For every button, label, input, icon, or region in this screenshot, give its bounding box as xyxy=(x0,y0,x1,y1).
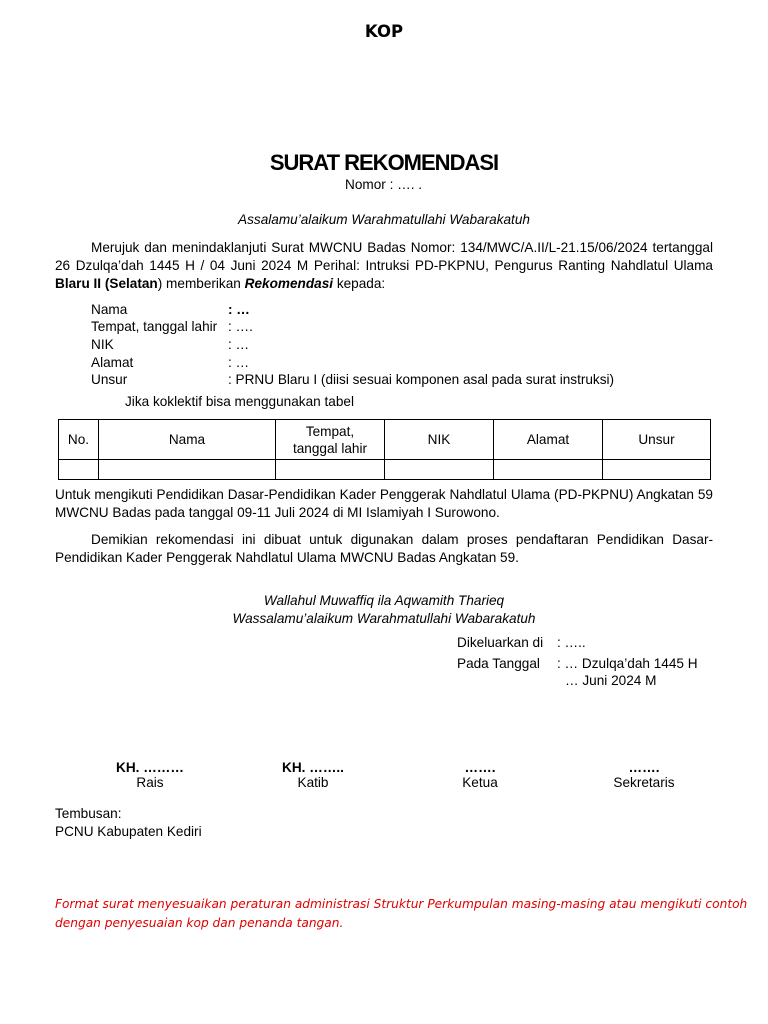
letter-number: Nomor : …. . xyxy=(345,177,423,192)
field-value-unsur: : PRNU Blaru I (diisi sesuai komponen asal pada surat instruksi) xyxy=(228,372,615,387)
intro-text: Merujuk dan menindaklanjuti Surat MWCNU Badas Nomor: 134/MWC/A.II/L-21.15/06/2024 tertanggal 26 Dzulqa’dah 1445 H / 04 Juni 2024 M Perihal: Intruksi PD-PKPNU, Pengurus Ranting Nahdlatul Ulama xyxy=(55,240,713,273)
event-paragraph: Untuk mengikuti Pendidikan Dasar-Pendidikan Kader Penggerak Nahdlatul Ulama (PD-PKPNU) Angkatan 59 MWCNU Badas pada tanggal 09-11 Juli 2024 di MI Islamiyah I Surowono. xyxy=(55,487,713,520)
intro-text-2: ) memberikan xyxy=(157,276,241,291)
field-value-nama: : … xyxy=(228,302,250,317)
tembusan-value: PCNU Kabupaten Kediri xyxy=(55,824,202,839)
table-cell xyxy=(385,460,494,480)
issued-date-masehi: … Juni 2024 M xyxy=(565,673,657,688)
table-header-alamat: Alamat xyxy=(494,420,603,460)
table-cell xyxy=(99,460,276,480)
signature-name-sekretaris: ……. xyxy=(628,760,660,775)
tembusan-label: Tembusan: xyxy=(55,806,122,821)
table-header-no: No. xyxy=(59,420,99,460)
letter-title: SURAT REKOMENDASI xyxy=(269,150,499,175)
signature-role-ketua: Ketua xyxy=(462,775,498,790)
signature-role-katib: Katib xyxy=(297,775,329,790)
format-note: Format surat menyesuaikan peraturan administrasi Struktur Perkumpulan masing-masing atau mengikuti contoh dengan penyesuaian kop dan penanda tangan. xyxy=(55,897,748,930)
table-cell xyxy=(59,460,99,480)
table-note: Jika koklektif bisa menggunakan tabel xyxy=(125,394,354,409)
field-label-alamat: Alamat xyxy=(91,355,134,370)
table-header-nama: Nama xyxy=(99,420,276,460)
closing-paragraph: Demikian rekomendasi ini dibuat untuk digunakan dalam proses pendaftaran Pendidikan Dasar-Pendidikan Kader Penggerak Nahdlatul Ulama MWCNU Badas Angkatan 59. xyxy=(55,532,713,565)
table-row xyxy=(59,460,711,480)
issued-place-value: : ….. xyxy=(557,635,586,650)
signature-role-rais: Rais xyxy=(136,775,164,790)
intro-ranting-name: Blaru II (Selatan xyxy=(55,276,158,291)
wallahul-line: Wallahul Muwaffiq ila Aqwamith Tharieq xyxy=(263,593,505,608)
signature-name-ketua: ……. xyxy=(464,760,496,775)
issued-date-hijri: : … Dzulqa’dah 1445 H xyxy=(557,656,698,671)
signature-role-sekretaris: Sekretaris xyxy=(613,775,675,790)
intro-text-3: kepada: xyxy=(336,276,386,291)
field-label-nama: Nama xyxy=(91,302,128,317)
table-header-ttl: Tempat, tanggal lahir xyxy=(276,420,385,460)
closing-greeting: Wassalamu’alaikum Warahmatullahi Wabarakatuh xyxy=(232,611,536,626)
table-header-nik: NIK xyxy=(385,420,494,460)
issued-date-label: Pada Tanggal xyxy=(457,656,540,671)
field-label-ttl: Tempat, tanggal lahir xyxy=(91,319,218,334)
signature-name-katib: KH. …….. xyxy=(282,760,344,775)
table-header-row xyxy=(59,420,711,460)
field-value-nik: : … xyxy=(228,337,250,352)
opening-greeting: Assalamu’alaikum Warahmatullahi Wabarakatuh xyxy=(238,212,530,227)
issued-place-label: Dikeluarkan di xyxy=(457,635,544,650)
intro-rekomendasi: Rekomendasi xyxy=(244,276,334,291)
kop-heading: KOP xyxy=(364,22,404,41)
table-cell xyxy=(603,460,711,480)
field-value-ttl: : …. xyxy=(228,319,253,334)
intro-paragraph xyxy=(55,239,713,293)
participants-table xyxy=(58,419,711,480)
table-header-unsur: Unsur xyxy=(603,420,711,460)
field-value-alamat: : … xyxy=(228,355,250,370)
table-cell xyxy=(494,460,603,480)
field-label-unsur: Unsur xyxy=(91,372,128,387)
signature-name-rais: KH. ……… xyxy=(116,760,184,775)
field-label-nik: NIK xyxy=(91,337,114,352)
table-cell xyxy=(276,460,385,480)
